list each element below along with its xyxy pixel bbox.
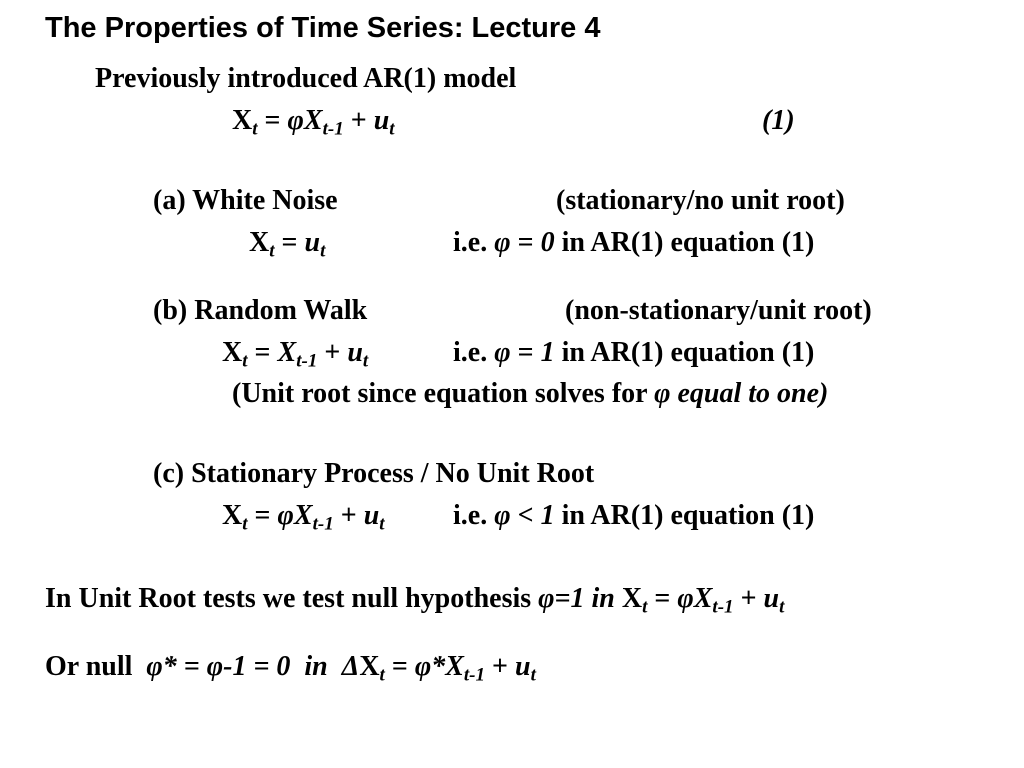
intro-heading: Previously introduced AR(1) model: [95, 63, 517, 94]
case-b-explanation: [232, 377, 828, 411]
equation-number: (1): [762, 105, 795, 136]
eq-lhs: X: [621, 583, 643, 614]
eq-phi: φ: [287, 105, 304, 136]
case-a-label: (a) White Noise: [153, 185, 338, 216]
eq-equals: =: [647, 583, 678, 614]
eq-lhs-sub: t: [269, 240, 275, 262]
eq-equals: =: [274, 227, 305, 258]
eq-x: X: [303, 105, 323, 136]
ie-prefix: i.e.: [453, 227, 495, 258]
eq-phi-star: φ*: [414, 651, 446, 682]
ie-phi: φ: [494, 500, 511, 531]
ie-suffix: in AR(1) equation (1): [554, 500, 815, 531]
eq-lhs-sub: t: [642, 596, 648, 618]
eq-equals: =: [384, 651, 415, 682]
eq-plus: +: [317, 337, 348, 368]
ie-suffix: in AR(1) equation (1): [554, 227, 815, 258]
explanation-text: (Unit root since equation solves for: [232, 378, 655, 409]
eq-u-sub: t: [389, 118, 395, 140]
eq-lhs: X: [232, 105, 253, 136]
eq-lhs-sub: t: [242, 513, 248, 535]
eq-u-sub: t: [362, 350, 369, 372]
ie-prefix: i.e.: [453, 500, 495, 531]
eq-plus: +: [485, 651, 516, 682]
eq-u-sub: t: [379, 513, 385, 535]
eq-equals: =: [247, 337, 278, 368]
ie-equals: =: [510, 337, 541, 368]
eq-lhs: X: [222, 337, 243, 368]
eq-u: u: [304, 227, 321, 258]
eq-u-sub: t: [530, 664, 536, 686]
eq-plus: +: [733, 583, 764, 614]
case-c-equation: [222, 499, 385, 533]
eq-u: u: [763, 583, 780, 614]
eq-x-sub: t-1: [322, 118, 344, 140]
ie-value: 0: [540, 227, 555, 258]
unit-root-test-line: [45, 582, 784, 616]
case-b-note: (non-stationary/unit root): [565, 295, 872, 326]
test-text: In Unit Root tests we test null hypothesis: [45, 583, 539, 614]
ie-value: 1: [540, 500, 555, 531]
eq-phi: φ: [677, 583, 694, 614]
case-b-ie: [453, 336, 814, 370]
eq-x-sub: t-1: [312, 513, 334, 535]
alternative-null-line: [45, 650, 536, 684]
ie-phi: φ: [494, 337, 511, 368]
eq-x: X: [293, 500, 313, 531]
eq-u: u: [347, 337, 363, 368]
eq-lhs-sub: t: [379, 664, 385, 686]
test-hypothesis: φ=1 in: [538, 583, 622, 614]
eq-u-sub: t: [779, 596, 785, 618]
eq-u: u: [373, 105, 390, 136]
eq-phi: φ: [277, 500, 294, 531]
eq-x: X: [277, 337, 297, 368]
explanation-phi: φ: [654, 378, 671, 409]
case-b-equation: [222, 336, 368, 370]
eq-lhs: X: [359, 651, 380, 682]
eq-equals: =: [257, 105, 288, 136]
case-a-note: (stationary/no unit root): [556, 185, 845, 216]
case-c-label: (c) Stationary Process / No Unit Root: [153, 458, 595, 489]
eq-x: X: [693, 583, 713, 614]
explanation-rest: equal to one): [670, 378, 829, 409]
eq-x-sub: t-1: [463, 664, 486, 686]
ie-equals: =: [510, 227, 541, 258]
eq-equals: =: [247, 500, 278, 531]
ie-suffix: in AR(1) equation (1): [554, 337, 815, 368]
eq-plus: +: [333, 500, 364, 531]
eq-x-sub: t-1: [296, 350, 318, 372]
eq-u: u: [363, 500, 380, 531]
eq-lhs-sub: t: [242, 350, 248, 372]
case-b-label: (b) Random Walk: [153, 295, 368, 326]
eq-x: X: [445, 651, 464, 682]
eq-plus: +: [343, 105, 374, 136]
case-c-ie: [453, 499, 814, 533]
ie-less-than: <: [510, 500, 541, 531]
ie-prefix: i.e.: [453, 337, 495, 368]
ie-phi: φ: [494, 227, 511, 258]
alt-null-hypothesis: φ* = φ-1 = 0 in Δ: [146, 651, 360, 682]
eq-lhs-sub: t: [252, 118, 258, 140]
eq-u: u: [515, 651, 531, 682]
case-a-ie: [453, 226, 814, 260]
eq-lhs: X: [222, 500, 243, 531]
case-a-equation: [249, 226, 325, 260]
alt-null-text: Or null: [45, 651, 140, 682]
eq-x-sub: t-1: [712, 596, 734, 618]
ar1-equation: [232, 104, 395, 138]
eq-lhs: X: [249, 227, 270, 258]
eq-u-sub: t: [320, 240, 326, 262]
ie-value: 1: [540, 337, 555, 368]
slide-title: The Properties of Time Series: Lecture 4: [45, 12, 601, 44]
